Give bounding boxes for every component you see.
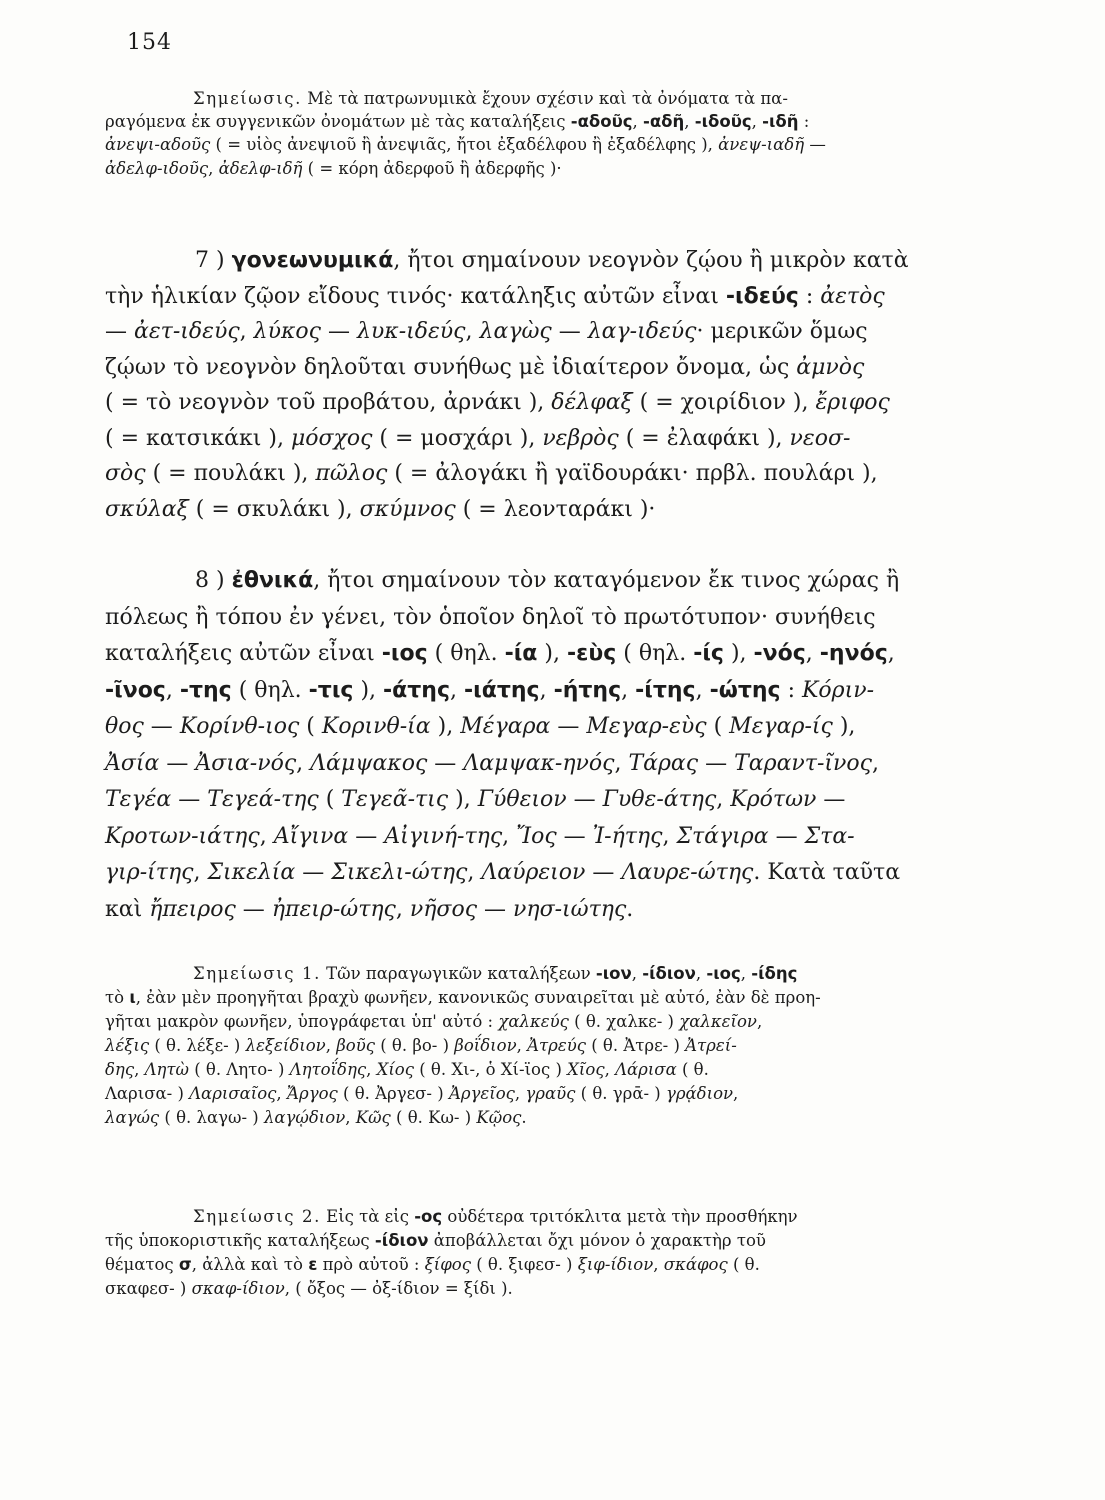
section-8-line: πόλεως ἢ τόπου ἐν γένει, τὸν ὁποῖον δηλοῖ τὸ πρωτότυπον· συνήθεις [105,604,876,630]
section-8-line: καὶ ἤπειρος — ἠπειρ-ώτης, νῆσος — νησ-ιώτης. [105,896,634,922]
note-1-line: λέξις ( θ. λέξε- ) λεξείδιον, βοῦς ( θ. βο- ) βοΐδιον, Ἀτρεύς ( θ. Ἀτρε- ) Ἀτρεί- [105,1036,737,1055]
section-7-line: ( = κατσικάκι ), μόσχος ( = μοσχάρι ), νεβρὸς ( = ἐλαφάκι ), νεοσ- [105,425,851,451]
note-1-line: δης, Λητὼ ( θ. Λητο- ) Λητοΐδης, Χίος ( θ. Χι-, ὁ Χί-ϊος ) Χῖος, Λάρισα ( θ. [105,1060,709,1079]
note-2 [105,1205,960,1301]
note-2-line: θέματος σ, ἀλλὰ καὶ τὸ ε πρὸ αὐτοῦ : ξίφος ( θ. ξιφεσ- ) ξιφ-ίδιον, σκάφος ( θ. [105,1255,760,1274]
note-1 [105,962,960,1130]
section-7-line: ( = τὸ νεογνὸν τοῦ προβάτου, ἀρνάκι ), δέλφαξ ( = χοιρίδιον ), ἔριφος [105,390,890,415]
section-8-line: -ῖνος, -της ( θηλ. -τις ), -άτης, -ιάτης, -ήτης, -ίτης, -ώτης : Κόριν- [105,677,875,703]
section-8-line: Τεγέα — Τεγεά-της ( Τεγεᾶ-τις ), Γύθειον — Γυθε-άτης, Κρότων — [105,787,846,812]
section-7-line: σὸς ( = πουλάκι ), πῶλος ( = ἀλογάκι ἢ γαϊδουράκι· πρβλ. πουλάρι ), [105,461,878,486]
note-1-line: Λαρισα- ) Λαρισαῖος, Ἄργος ( θ. Ἀργεσ- ) Ἀργεῖος, γραῦς ( θ. γρᾱ- ) γρᾴδιον, [105,1084,739,1103]
section-7-line: — ἀετ-ιδεύς, λύκος — λυκ-ιδεύς, λαγὼς — λαγ-ιδεύς· μερικῶν ὅμως [105,319,868,344]
note-1-line: τὸ ι, ἐὰν μὲν προηγῆται βραχὺ φωνῆεν, κανονικῶς συναιρεῖται μὲ αὐτό, ἐὰν δὲ προη- [105,988,821,1007]
section-7 [105,243,960,527]
note-intro-line: ἀνεψι-αδοῦς ( = υἱὸς ἀνεψιοῦ ἢ ἀνεψιᾶς, ἤτοι ἐξαδέλφου ἢ ἐξαδέλφης ), ἀνεψ-ιαδῆ — [105,135,826,155]
note-intro-line: ραγόμενα ἐκ συγγενικῶν ὀνομάτων μὲ τὰς καταλήξεις -αδοῦς, -αδῆ, -ιδοῦς, -ιδῆ : [105,112,810,132]
note-2-line: τῆς ὑποκοριστικῆς καταλήξεως -ίδιον ἀποβάλλεται ὄχι μόνον ὁ χαρακτὴρ τοῦ [105,1231,766,1250]
note-1-line: γῆται μακρὸν φωνῆεν, ὑπογράφεται ὑπ' αὐτό : χαλκεύς ( θ. χαλκε- ) χαλκεῖον, [105,1012,763,1031]
page-number: 154 [127,30,172,55]
note-1-line: λαγώς ( θ. λαγω- ) λαγῴδιον, Κῶς ( θ. Κω- ) Κῷος. [105,1108,527,1127]
note-intro-line: Σημείωσις. Μὲ τὰ πατρωνυμικὰ ἔχουν σχέσιν καὶ τὰ ὀνόματα τὰ πα- [193,89,788,108]
section-8-line: 8 ) ἐθνικά, ἤτοι σημαίνουν τὸν καταγόμενον ἔκ τινος χώρας ἢ [195,568,900,593]
section-8-line: Κροτων-ιάτης, Αἴγινα — Αἰγινή-της, Ἴος — Ἰ-ήτης, Στάγιρα — Στα- [105,823,855,849]
note-intro-line: ἀδελφ-ιδοῦς, ἀδελφ-ιδῆ ( = κόρη ἀδερφοῦ ἢ ἀδερφῆς )· [105,158,562,178]
section-7-line: σκύλαξ ( = σκυλάκι ), σκύμνος ( = λεονταράκι )· [105,496,656,522]
section-8-line: καταλήξεις αὐτῶν εἶναι -ιος ( θηλ. -ία ), -εὺς ( θηλ. -ίς ), -νός, -ηνός, [105,641,895,666]
note-2-line: σκαφεσ- ) σκαφ-ίδιον, ( ὄξος — ὀξ-ίδιον = ξίδι ). [105,1279,513,1298]
note-2-line: Σημείωσις 2. Εἰς τὰ εἰς -ος οὐδέτερα τριτόκλιτα μετὰ τὴν προσθήκην [193,1207,798,1226]
section-8-line: γιρ-ίτης, Σικελία — Σικελι-ώτης, Λαύρειον — Λαυρε-ώτης. Κατὰ ταῦτα [105,860,901,885]
section-7-line: ζῴων τὸ νεογνὸν δηλοῦται συνήθως μὲ ἰδιαίτερον ὄνομα, ὡς ἀμνὸς [105,354,865,380]
section-8 [105,563,960,928]
section-7-line: τὴν ἡλικίαν ζῷον εἴδους τινός· κατάληξις αὐτῶν εἶναι -ιδεύς : ἀετὸς [105,283,885,309]
section-8-line: Ἀσία — Ἀσια-νός, Λάμψακος — Λαμψακ-ηνός, Τάρας — Ταραντ-ῖνος, [105,750,879,776]
section-7-line: 7 ) γονεωνυμικά, ἤτοι σημαίνουν νεογνὸν ζῴου ἢ μικρὸν κατὰ [195,248,909,273]
section-8-line: θος — Κορίνθ-ιος ( Κορινθ-ία ), Μέγαρα — Μεγαρ-εὺς ( Μεγαρ-ίς ), [105,714,856,739]
note-intro [105,87,960,180]
note-1-line: Σημείωσις 1. Τῶν παραγωγικῶν καταλήξεων -ιον, -ίδιον, -ιος, -ίδης [193,964,798,983]
